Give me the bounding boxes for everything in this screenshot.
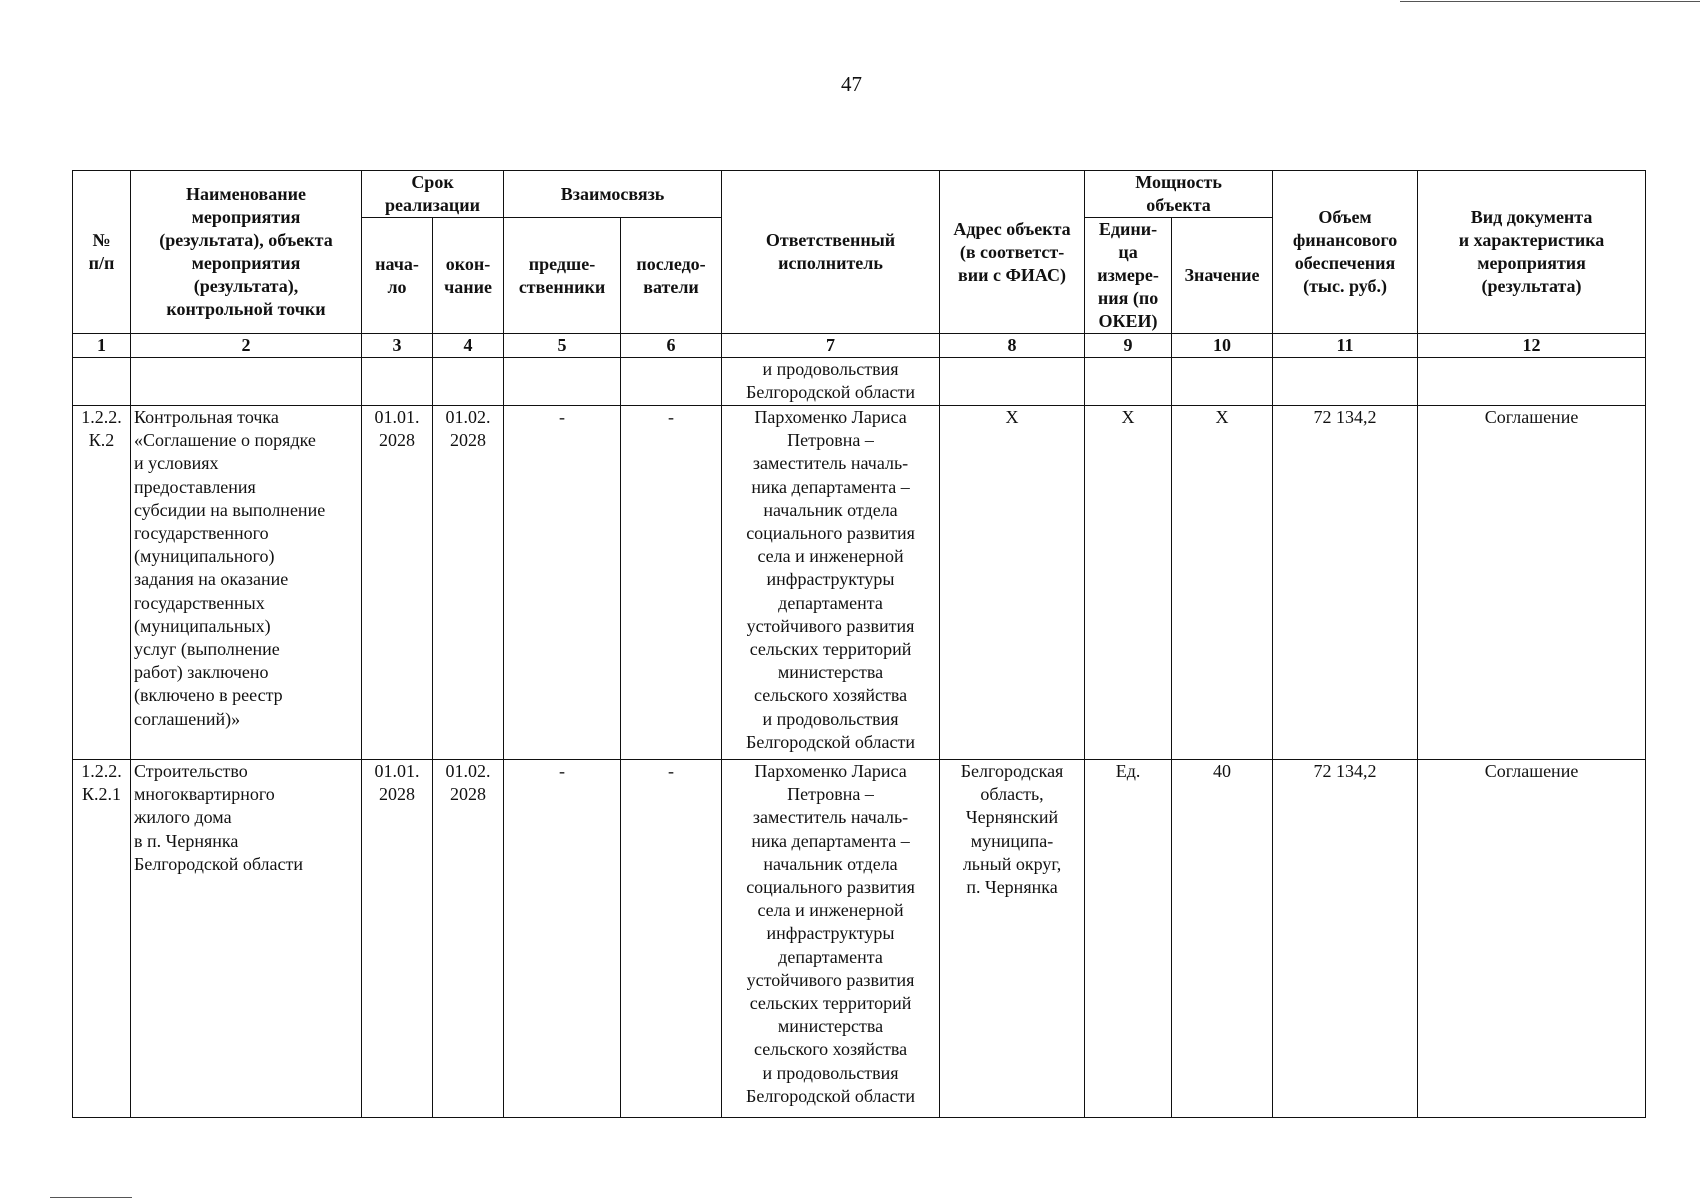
cell-document: Соглашение (1418, 406, 1646, 760)
header-responsible: Ответственный исполнитель (722, 171, 940, 334)
column-number: 11 (1273, 334, 1418, 358)
header-num: № п/п (73, 171, 131, 334)
cell-address: Белгородская область, Чернянский муниципа- льный округ, п. Чернянка (940, 760, 1085, 1118)
cell-start: 01.01. 2028 (362, 406, 433, 760)
cell-end: 01.02. 2028 (433, 406, 504, 760)
column-number: 8 (940, 334, 1085, 358)
header-end: окон- чание (433, 218, 504, 334)
cell-successors (621, 358, 722, 406)
cell-responsible: и продовольствия Белгородской области (722, 358, 940, 406)
cell-finance: 72 134,2 (1273, 760, 1418, 1118)
table-row-continuation (73, 358, 1646, 406)
header-predecessors: предше- ственники (504, 218, 621, 334)
cell-num (73, 358, 131, 406)
column-number: 12 (1418, 334, 1646, 358)
page-number: 47 (841, 72, 862, 96)
cell-successors: - (621, 406, 722, 760)
plan-table (72, 170, 1646, 1118)
header-term-group: Срок реализации (362, 171, 504, 218)
cell-address (940, 358, 1085, 406)
cell-unit (1085, 358, 1172, 406)
header-finance: Объем финансового обеспечения (тыс. руб.) (1273, 171, 1418, 334)
header-address: Адрес объекта (в соответст- вии с ФИАС) (940, 171, 1085, 334)
column-number: 9 (1085, 334, 1172, 358)
cell-value: Х (1172, 406, 1273, 760)
column-number: 1 (73, 334, 131, 358)
cell-num: 1.2.2. К.2 (73, 406, 131, 760)
cell-end: 01.02. 2028 (433, 760, 504, 1118)
cell-unit: Х (1085, 406, 1172, 760)
cell-predecessors: - (504, 406, 621, 760)
table-row (73, 406, 1646, 760)
cell-address: Х (940, 406, 1085, 760)
header-successors: последо- ватели (621, 218, 722, 334)
cell-finance: 72 134,2 (1273, 406, 1418, 760)
scan-edge-line-bottom (50, 1197, 132, 1198)
cell-document: Соглашение (1418, 760, 1646, 1118)
column-number: 2 (131, 334, 362, 358)
column-number: 10 (1172, 334, 1273, 358)
table-row (73, 760, 1646, 1118)
cell-document (1418, 358, 1646, 406)
cell-responsible: Пархоменко Лариса Петровна – заместитель началь- ника департамента – начальник отдела социального развития села и инженерной инфраструктуры департамента устойчивого развития сельских территорий министерства сельского хозяйства и продовольствия Белгородской области (722, 760, 940, 1118)
cell-predecessors: - (504, 760, 621, 1118)
column-number: 3 (362, 334, 433, 358)
header-name: Наименование мероприятия (результата), объекта мероприятия (результата), контрольной точки (131, 171, 362, 334)
cell-name: Контрольная точка «Соглашение о порядке и условиях предоставления субсидии на выполнение государственного (муниципального) задания на оказание государственных (муниципальных) услуг (выполнение работ) заключено (включено в реестр соглашений)» (131, 406, 362, 760)
cell-finance (1273, 358, 1418, 406)
column-number: 4 (433, 334, 504, 358)
header-power-group: Мощность объекта (1085, 171, 1273, 218)
header-start: нача- ло (362, 218, 433, 334)
header-document: Вид документа и характеристика мероприятия (результата) (1418, 171, 1646, 334)
header-link-group: Взаимосвязь (504, 171, 722, 218)
cell-name: Строительство многоквартирного жилого дома в п. Чернянка Белгородской области (131, 760, 362, 1118)
cell-predecessors (504, 358, 621, 406)
cell-responsible: Пархоменко Лариса Петровна – заместитель началь- ника департамента – начальник отдела социального развития села и инженерной инфраструктуры департамента устойчивого развития сельских территорий министерства сельского хозяйства и продовольствия Белгородской области (722, 406, 940, 760)
cell-unit: Ед. (1085, 760, 1172, 1118)
scan-edge-line-top (1400, 1, 1700, 2)
cell-successors: - (621, 760, 722, 1118)
header-unit: Едини- ца измере- ния (по ОКЕИ) (1085, 218, 1172, 334)
cell-start (362, 358, 433, 406)
cell-name (131, 358, 362, 406)
column-number: 6 (621, 334, 722, 358)
column-number: 7 (722, 334, 940, 358)
header-value: Значение (1172, 218, 1273, 334)
cell-num: 1.2.2. К.2.1 (73, 760, 131, 1118)
cell-end (433, 358, 504, 406)
cell-value: 40 (1172, 760, 1273, 1118)
cell-value (1172, 358, 1273, 406)
column-number: 5 (504, 334, 621, 358)
cell-start: 01.01. 2028 (362, 760, 433, 1118)
